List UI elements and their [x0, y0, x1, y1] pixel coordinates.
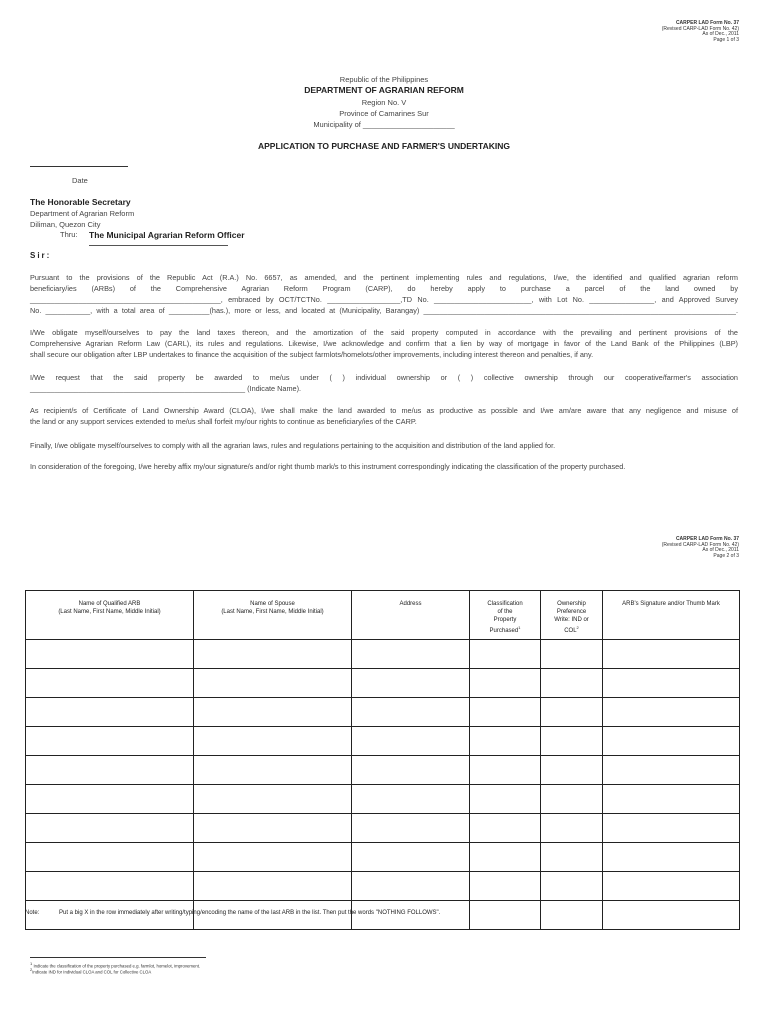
column-header-arb-name: Name of Qualified ARB (Last Name, First Name, Middle Initial) [26, 591, 194, 640]
department-label: DEPARTMENT OF AGRARIAN REFORM [304, 85, 464, 95]
arb-name-cell[interactable] [26, 756, 194, 785]
spouse-name-cell[interactable] [194, 698, 352, 727]
paragraph-obligation [30, 327, 738, 360]
address-cell[interactable] [352, 669, 470, 698]
ownership-cell[interactable] [541, 640, 603, 669]
arb-name-cell[interactable] [26, 727, 194, 756]
form-revised: (Revised CARP-LAD Form No. 42) [661, 25, 739, 32]
signature-cell[interactable] [603, 669, 740, 698]
arb-table [25, 590, 740, 930]
address-cell[interactable] [352, 727, 470, 756]
paragraph-application [30, 272, 738, 316]
table-row [26, 785, 740, 814]
spouse-name-cell[interactable] [194, 756, 352, 785]
address-cell[interactable] [352, 872, 470, 901]
paragraph-line: I/We request that the said property be awarded to me/us under ( ) individual ownership or ( ) collective ownership through our cooperative/farmer's association [30, 373, 738, 382]
form-page: Page 2 of 3 [713, 552, 739, 559]
arb-table-body [26, 640, 740, 930]
table-row [26, 640, 740, 669]
column-header-address: Address [352, 591, 470, 640]
signature-cell[interactable] [603, 872, 740, 901]
footnote-1: $^1$ Indicate the classification of the property purchased e.g. farmlot, homelot, improvement. [30, 961, 201, 969]
paragraph-line: Comprehensive Agrarian Reform Law (CARL), its rules and regulations. Likewise, I/we acknowledge and confirm that a lien by way of mortgage in favor of the Land Bank of the Philippines (LBP) [30, 339, 738, 348]
spouse-name-cell[interactable] [194, 640, 352, 669]
paragraph-line: beneficiary/ies (ARBs) of the Comprehensive Agrarian Reform Program (CARP), do hereby apply to purchase a parcel of the land owned by [30, 284, 738, 293]
spouse-name-cell[interactable] [194, 872, 352, 901]
table-row [26, 698, 740, 727]
spouse-name-cell[interactable] [194, 727, 352, 756]
paragraph-line: _____________________________________________________ (Indicate Name). [30, 384, 302, 393]
paragraph-line: In consideration of the foregoing, I/we hereby affix my/our signature/s and/or right thumb mark/s to this instrument correspondingly indicating the classification of the property purchased. [30, 462, 626, 471]
footnote-2: $^2$Indicate IND for Individual CLOA and COL for Collective CLOA [30, 967, 152, 975]
paragraph-line: Finally, I/we obligate myself/ourselves to comply with all the agrarian laws, rules and regulations pertaining to the acquisition and distribution of the land applied for. [30, 441, 556, 450]
spouse-name-cell[interactable] [194, 814, 352, 843]
signature-cell[interactable] [603, 698, 740, 727]
date-label: Date [72, 176, 88, 185]
paragraph-ownership-request [30, 372, 738, 394]
ownership-cell[interactable] [541, 814, 603, 843]
paragraph-line: As recipient/s of Certificate of Land Ownership Award (CLOA), I/we shall make the land awarded to me/us as productive as possible and I/we am/are aware that any negligence and misuse of [30, 406, 738, 415]
spouse-name-cell[interactable] [194, 843, 352, 872]
region-label: Region No. V [361, 98, 407, 107]
paragraph-line: No. ___________, with a total area of __________(has.), more or less, and located at (Municipality, Barangay) _____________________________________________________________________________. [30, 306, 738, 315]
classification-cell[interactable] [470, 640, 541, 669]
table-row [26, 756, 740, 785]
signature-cell[interactable] [603, 640, 740, 669]
paragraph-line: _______________________________________________, embraced by OCT/TCTNo. __________________,TD No. ________________________, with Lot No. ________________, and Approved Survey [30, 295, 738, 304]
classification-cell[interactable] [470, 814, 541, 843]
footnote-divider [30, 957, 206, 958]
paragraph-consideration [30, 461, 738, 472]
arb-name-cell[interactable] [26, 872, 194, 901]
ownership-cell[interactable] [541, 901, 603, 930]
addressee-location: Diliman, Quezon City [30, 220, 101, 229]
classification-cell[interactable] [470, 901, 541, 930]
arb-name-cell[interactable] [26, 814, 194, 843]
ownership-cell[interactable] [541, 669, 603, 698]
form-title: APPLICATION TO PURCHASE AND FARMER'S UNDERTAKING [258, 141, 510, 151]
column-header-classification: Classification of the Property Purchased$^1$ [470, 591, 541, 640]
column-header-spouse-name: Name of Spouse (Last Name, First Name, Middle Initial) [194, 591, 352, 640]
officer-line [89, 245, 228, 246]
paragraph-line: I/We obligate myself/ourselves to pay the land taxes thereon, and the amortization of the said property computed in accordance with the prevailing and pertinent provisions of the [30, 328, 738, 337]
address-cell[interactable] [352, 640, 470, 669]
table-row [26, 814, 740, 843]
officer-name: The Municipal Agrarian Reform Officer [89, 230, 245, 240]
form-revised: (Revised CARP-LAD Form No. 42) [661, 541, 739, 548]
ownership-cell[interactable] [541, 785, 603, 814]
address-cell[interactable] [352, 756, 470, 785]
addressee-department: Department of Agrarian Reform [30, 209, 135, 218]
table-row [26, 727, 740, 756]
arb-name-cell[interactable] [26, 843, 194, 872]
form-number: CARPER LAD Form No. 37 [675, 536, 739, 542]
arb-name-cell[interactable] [26, 785, 194, 814]
paragraph-cloa [30, 405, 738, 427]
classification-cell[interactable] [470, 727, 541, 756]
form-page: Page 1 of 3 [713, 36, 739, 43]
paragraph-line: shall secure our obligation after LBP undertakes to finance the acquisition of the subject farmlots/homelots/other improvements, including interest thereon and penalties, if any. [30, 350, 594, 359]
column-header-signature: ARB's Signature and/or Thumb Mark [603, 591, 740, 640]
column-header-ownership-preference: Ownership Preference Write: IND or COL$^2$ [541, 591, 603, 640]
address-cell[interactable] [352, 814, 470, 843]
signature-cell[interactable] [603, 814, 740, 843]
spouse-name-cell[interactable] [194, 785, 352, 814]
address-cell[interactable] [352, 785, 470, 814]
address-cell[interactable] [352, 843, 470, 872]
form-reference-page1 [662, 21, 739, 43]
classification-cell[interactable] [470, 698, 541, 727]
municipality-label: Municipality of ______________________ [313, 120, 455, 129]
arb-name-cell[interactable] [26, 698, 194, 727]
republic-label: Republic of the Philippines [339, 75, 429, 84]
address-cell[interactable] [352, 698, 470, 727]
classification-cell[interactable] [470, 843, 541, 872]
paragraph-line: Pursuant to the provisions of the Republic Act (R.A.) No. 6657, as amended, and the pertinent implementing rules and regulations, I/we, the identified and qualified agrarian reform [30, 273, 738, 282]
classification-cell[interactable] [470, 756, 541, 785]
table-row [26, 872, 740, 901]
spouse-name-cell[interactable] [194, 669, 352, 698]
signature-cell[interactable] [603, 901, 740, 930]
signature-cell[interactable] [603, 843, 740, 872]
classification-cell[interactable] [470, 669, 541, 698]
table-row [26, 669, 740, 698]
signature-cell[interactable] [603, 727, 740, 756]
ownership-cell[interactable] [541, 727, 603, 756]
signature-cell[interactable] [603, 785, 740, 814]
province-label: Province of Camarines Sur [339, 109, 429, 118]
thru-label: Thru: [60, 230, 78, 239]
classification-cell[interactable] [470, 785, 541, 814]
arb-name-cell[interactable] [26, 669, 194, 698]
table-row [26, 843, 740, 872]
table-header-row [26, 591, 740, 640]
classification-cell[interactable] [470, 872, 541, 901]
note-label: Note: [25, 910, 40, 916]
signature-cell[interactable] [603, 756, 740, 785]
paragraph-compliance [30, 440, 738, 451]
salutation: Sir: [30, 251, 52, 260]
form-as-of: As of Dec., 2011 [702, 547, 739, 554]
form-as-of: As of Dec., 2011 [702, 31, 739, 38]
form-reference-page2 [662, 537, 739, 559]
arb-name-cell[interactable] [26, 640, 194, 669]
table-note [25, 910, 440, 916]
ownership-cell[interactable] [541, 872, 603, 901]
date-line [30, 166, 128, 167]
paragraph-line: the land or any support services extended to me/us shall forfeit my/our rights to continue as beneficiary/ies of the CARP. [30, 417, 417, 426]
form-number: CARPER LAD Form No. 37 [675, 20, 739, 26]
note-text: Put a big X in the row immediately after writing/typing/encoding the name of the last ARB in the list. Then put the words "NOTHING FOLLOWS". [59, 910, 441, 916]
addressee-name: The Honorable Secretary [30, 197, 131, 207]
ownership-cell[interactable] [541, 756, 603, 785]
ownership-cell[interactable] [541, 843, 603, 872]
ownership-cell[interactable] [541, 698, 603, 727]
